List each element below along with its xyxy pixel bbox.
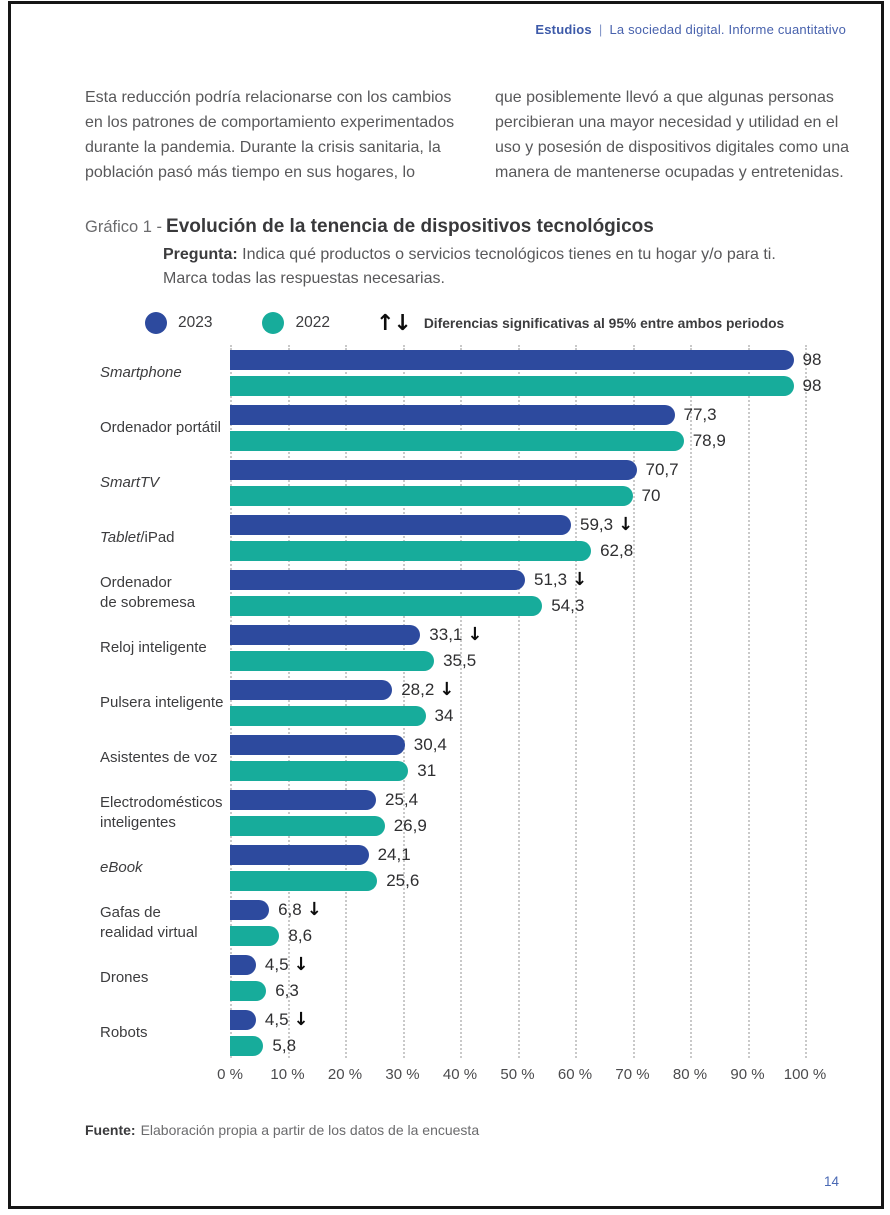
bar-value-label: 70,7 bbox=[645, 459, 679, 479]
bar-pair bbox=[230, 845, 807, 891]
bar-line-2023 bbox=[230, 900, 807, 920]
bar-2022 bbox=[230, 706, 426, 726]
bar-2023 bbox=[230, 405, 675, 425]
bar-line-2023 bbox=[230, 405, 807, 425]
down-arrow-icon: ↓ bbox=[467, 624, 483, 645]
bar-2023 bbox=[230, 460, 637, 480]
category-label-text: Ordenador bbox=[100, 573, 172, 591]
question-label: Pregunta: bbox=[163, 246, 238, 263]
question-text: Indica qué productos o servicios tecnológicos tienes en tu hogar y/o para ti. bbox=[242, 246, 776, 263]
bar-line-2022 bbox=[230, 706, 807, 726]
category-label-line bbox=[100, 638, 230, 658]
bar-value-label: 98 bbox=[802, 375, 822, 395]
bar-2023 bbox=[230, 350, 794, 370]
bar-line-2022 bbox=[230, 816, 807, 836]
legend-label-2023: 2023 bbox=[178, 314, 213, 331]
category-label-text: Drones bbox=[100, 968, 149, 986]
bar-pair bbox=[230, 515, 807, 561]
figure-heading bbox=[85, 216, 654, 238]
category-label-text: Pulsera inteligente bbox=[100, 693, 224, 711]
bar-line-2023 bbox=[230, 680, 807, 700]
bar-2022 bbox=[230, 981, 266, 1001]
category-label bbox=[100, 903, 230, 943]
bar-value-label: 6,8 bbox=[278, 899, 302, 919]
category-label-line bbox=[100, 418, 230, 438]
category-label-text: Tablet bbox=[100, 528, 141, 546]
category-label-line bbox=[100, 693, 230, 713]
bar-pair bbox=[230, 405, 807, 451]
source-note bbox=[85, 1122, 479, 1138]
chart-legend bbox=[145, 310, 784, 336]
chart-row bbox=[100, 895, 880, 950]
category-label-line bbox=[100, 923, 230, 943]
axis-tick-label: 40 % bbox=[442, 1066, 478, 1083]
bar-value-label: 54,3 bbox=[551, 595, 585, 615]
category-label-text: Reloj inteligente bbox=[100, 638, 207, 656]
chart-row bbox=[100, 565, 880, 620]
bar-2022 bbox=[230, 816, 385, 836]
axis-tick-label: 70 % bbox=[615, 1066, 650, 1083]
bar-line-2022 bbox=[230, 981, 807, 1001]
category-label-text: realidad virtual bbox=[100, 923, 198, 941]
axis-tick-label: 60 % bbox=[557, 1066, 593, 1083]
chart-row bbox=[100, 400, 880, 455]
legend-swatch-2023 bbox=[145, 312, 167, 334]
bar-value-label: 4,5 bbox=[264, 1009, 289, 1029]
bar-line-2023 bbox=[230, 845, 807, 865]
category-label-line bbox=[100, 813, 230, 833]
down-arrow-icon: ↓ bbox=[439, 679, 455, 700]
bar-2022 bbox=[230, 761, 408, 781]
bar-pair bbox=[230, 1010, 807, 1056]
axis-tick-label: 50 % bbox=[500, 1066, 535, 1083]
down-arrow-icon: ↓ bbox=[306, 899, 322, 920]
source-label: Fuente: bbox=[85, 1122, 136, 1138]
bar-line-2022 bbox=[230, 651, 807, 671]
category-label bbox=[100, 748, 230, 768]
chart-row bbox=[100, 950, 880, 1005]
bar-pair bbox=[230, 900, 807, 946]
bar-2022 bbox=[230, 651, 434, 671]
bar-line-2022 bbox=[230, 871, 807, 891]
chart-row bbox=[100, 675, 880, 730]
bar-2022 bbox=[230, 926, 279, 946]
category-label bbox=[100, 1023, 230, 1043]
category-label-line bbox=[100, 793, 230, 813]
bar-2022 bbox=[230, 596, 542, 616]
figure-title: Evolución de la tenencia de dispositivos tecnológicos bbox=[166, 216, 654, 237]
category-label-text: Robots bbox=[100, 1023, 148, 1041]
bar-2023 bbox=[230, 570, 525, 590]
bar-2022 bbox=[230, 1036, 263, 1056]
category-label-text: Gafas de bbox=[100, 903, 161, 921]
bar-value-label: 30,4 bbox=[413, 734, 447, 754]
bar-line-2022 bbox=[230, 761, 807, 781]
category-label bbox=[100, 418, 230, 438]
bar-value-label: 8,6 bbox=[288, 925, 313, 945]
bar-line-2022 bbox=[230, 926, 807, 946]
category-label-line bbox=[100, 858, 230, 878]
category-label bbox=[100, 968, 230, 988]
bar-value-label: 25,6 bbox=[386, 870, 420, 890]
legend-label-2022: 2022 bbox=[295, 314, 330, 331]
axis-tick-label: 30 % bbox=[385, 1066, 420, 1083]
category-label-text: de sobremesa bbox=[100, 593, 196, 611]
category-label bbox=[100, 638, 230, 658]
bar-line-2022 bbox=[230, 431, 807, 451]
bar-line-2023 bbox=[230, 735, 807, 755]
bar-value-label: 26,9 bbox=[393, 815, 427, 835]
bar-line-2023 bbox=[230, 790, 807, 810]
bar-line-2022 bbox=[230, 375, 822, 396]
bar-pair bbox=[230, 570, 807, 616]
bar-2022 bbox=[230, 376, 794, 396]
figure-question-line1 bbox=[163, 243, 823, 267]
category-label bbox=[100, 858, 230, 878]
axis-tick-label: 90 % bbox=[730, 1066, 765, 1083]
category-label-text: Ordenador portátil bbox=[100, 418, 221, 436]
category-label-line bbox=[100, 968, 230, 988]
bar-2023 bbox=[230, 680, 392, 700]
bar-line-2023 bbox=[230, 515, 807, 535]
bar-2023 bbox=[230, 955, 256, 975]
header-separator: | bbox=[598, 22, 603, 37]
figure-question-line2: Marca todas las respuestas necesarias. bbox=[163, 270, 445, 287]
bar-value-label: 25,4 bbox=[385, 789, 419, 809]
bar-pair bbox=[230, 349, 822, 396]
bar-line-2022 bbox=[230, 541, 807, 561]
category-label-text: inteligentes bbox=[100, 813, 176, 831]
chart-row bbox=[100, 840, 880, 895]
bar-2023 bbox=[230, 515, 571, 535]
down-arrow-icon: ↓ bbox=[618, 514, 634, 535]
page-header bbox=[535, 22, 846, 37]
bar-value-label: 4,5 bbox=[264, 954, 289, 974]
bar-value-label: 51,3 bbox=[534, 569, 568, 589]
bar-value-label: 31 bbox=[417, 760, 437, 780]
axis-tick-label: 80 % bbox=[672, 1066, 708, 1083]
category-label bbox=[100, 528, 230, 548]
chart-row bbox=[100, 730, 880, 785]
bar-2023 bbox=[230, 845, 369, 865]
chart-row bbox=[100, 785, 880, 840]
chart-row bbox=[100, 510, 880, 565]
category-label-text: eBook bbox=[100, 858, 143, 876]
bar-value-label: 77,3 bbox=[683, 404, 717, 424]
axis-tick-label: 0 % bbox=[217, 1066, 243, 1083]
legend-swatch-2022 bbox=[262, 312, 284, 334]
category-label-text: Smartphone bbox=[100, 363, 182, 381]
bar-line-2023 bbox=[230, 570, 807, 590]
header-subtitle: La sociedad digital. Informe cuantitativo bbox=[609, 22, 846, 37]
category-label-text: Electrodomésticos bbox=[100, 793, 223, 811]
axis-tick-label: 20 % bbox=[327, 1066, 363, 1083]
bar-pair bbox=[230, 625, 807, 671]
down-arrow-icon: ↓ bbox=[293, 1009, 309, 1030]
bar-value-label: 70 bbox=[641, 485, 661, 505]
bar-pair bbox=[230, 460, 807, 506]
intro-paragraph-left: Esta reducción podría relacionarse con los cambios en los patrones de comportamiento experimentados durante la pandemia. Durante la crisis sanitaria, la población pasó más tiempo en sus hogares, lo bbox=[85, 89, 455, 181]
down-arrow-icon: ↓ bbox=[572, 569, 588, 590]
category-label-line bbox=[100, 1023, 230, 1043]
category-label-line bbox=[100, 473, 230, 493]
chart-rows bbox=[100, 345, 880, 1060]
bar-line-2022 bbox=[230, 596, 807, 616]
chart-row bbox=[100, 345, 880, 400]
chart-row bbox=[100, 455, 880, 510]
header-section-label: Estudios bbox=[535, 22, 592, 37]
bar-2023 bbox=[230, 625, 420, 645]
bar-value-label: 98 bbox=[802, 349, 822, 369]
bar-2023 bbox=[230, 900, 269, 920]
category-label bbox=[100, 793, 230, 833]
bar-pair bbox=[230, 735, 807, 781]
bar-pair bbox=[230, 955, 807, 1001]
down-arrow-icon: ↓ bbox=[293, 954, 309, 975]
bar-2023 bbox=[230, 735, 405, 755]
source-text: Elaboración propia a partir de los datos de la encuesta bbox=[140, 1122, 480, 1138]
figure-question bbox=[163, 243, 823, 291]
bar-value-label: 33,1 bbox=[429, 624, 463, 644]
category-label bbox=[100, 573, 230, 613]
bar-line-2023 bbox=[230, 955, 807, 975]
bar-pair bbox=[230, 790, 807, 836]
bar-value-label: 5,8 bbox=[272, 1035, 297, 1055]
category-label-line bbox=[100, 748, 230, 768]
bar-chart bbox=[100, 345, 880, 1083]
axis-tick-label: 100 % bbox=[783, 1066, 827, 1083]
bar-value-label: 78,9 bbox=[692, 430, 726, 450]
bar-2022 bbox=[230, 486, 633, 506]
significance-arrows-icon: ↑↓ bbox=[375, 310, 411, 336]
bar-line-2023 bbox=[230, 349, 822, 370]
chart-row bbox=[100, 1005, 880, 1060]
bar-2022 bbox=[230, 431, 684, 451]
category-label-line bbox=[100, 528, 230, 548]
bar-line-2022 bbox=[230, 1036, 807, 1056]
category-label-text: Asistentes de voz bbox=[100, 748, 218, 766]
bar-line-2023 bbox=[230, 460, 807, 480]
category-label bbox=[100, 363, 230, 383]
bar-line-2023 bbox=[230, 1010, 807, 1030]
category-label-line bbox=[100, 363, 230, 383]
bar-2022 bbox=[230, 541, 591, 561]
chart-row bbox=[100, 620, 880, 675]
bar-pair bbox=[230, 680, 807, 726]
bar-value-label: 62,8 bbox=[600, 540, 634, 560]
page-number: 14 bbox=[824, 1174, 840, 1189]
intro-paragraph-right: que posiblemente llevó a que algunas personas percibieran una mayor necesidad y utilidad en el uso y posesión de dispositivos digitales como una manera de mantenerse ocupadas y entretenidas. bbox=[495, 89, 849, 181]
bar-value-label: 59,3 bbox=[580, 514, 614, 534]
bar-2023 bbox=[230, 1010, 256, 1030]
bar-2023 bbox=[230, 790, 376, 810]
category-label-line bbox=[100, 593, 230, 613]
category-label-line bbox=[100, 573, 230, 593]
category-label bbox=[100, 693, 230, 713]
category-label-line bbox=[100, 903, 230, 923]
category-label-text: /iPad bbox=[140, 528, 175, 546]
intro-paragraphs bbox=[85, 85, 851, 185]
figure-kicker: Gráfico 1 - bbox=[85, 218, 163, 236]
bar-2022 bbox=[230, 871, 377, 891]
bar-line-2022 bbox=[230, 486, 807, 506]
bar-value-label: 28,2 bbox=[401, 679, 435, 699]
bar-line-2023 bbox=[230, 625, 807, 645]
category-label-text: SmartTV bbox=[100, 473, 160, 491]
bar-value-label: 34 bbox=[434, 705, 454, 725]
category-label bbox=[100, 473, 230, 493]
legend-note: Diferencias significativas al 95% entre ambos periodos bbox=[423, 315, 785, 331]
bar-value-label: 35,5 bbox=[443, 650, 477, 670]
bar-value-label: 24,1 bbox=[377, 844, 411, 864]
axis-tick-label: 10 % bbox=[270, 1066, 305, 1083]
bar-value-label: 6,3 bbox=[275, 980, 299, 1000]
x-axis bbox=[217, 1066, 827, 1086]
